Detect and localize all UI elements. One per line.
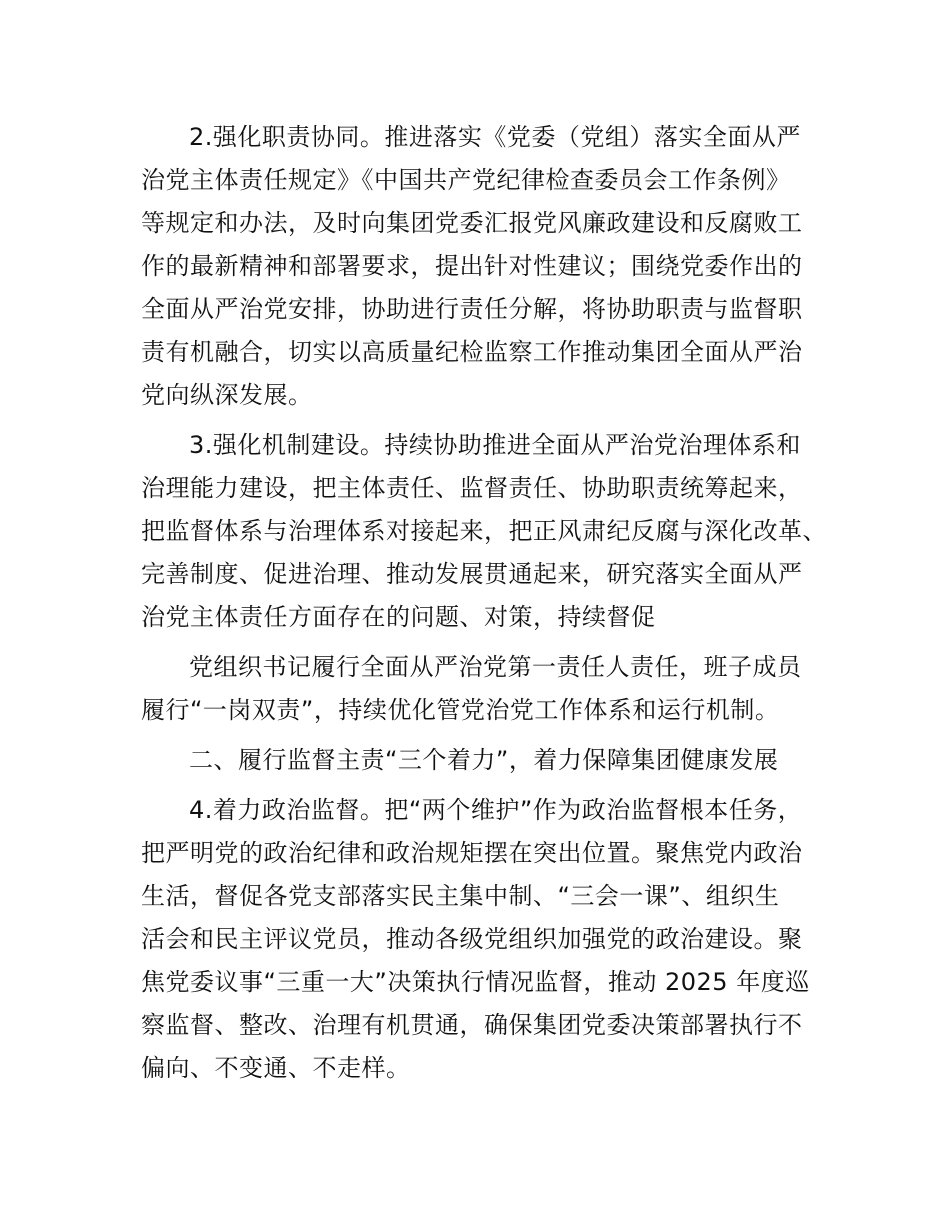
text-line: 2.强化职责协同。推进落实《党委（党组）落实全面从严 bbox=[189, 123, 801, 151]
text-line: 4.着力政治监督。把“两个维护”作为政治监督根本任务， bbox=[189, 796, 803, 824]
text-line: 等规定和办法，及时向集团党委汇报党风廉政建设和反腐败工 bbox=[141, 209, 803, 237]
text-line: 治党主体责任规定》《中国共产党纪律检查委员会工作条例》 bbox=[141, 166, 791, 194]
text-line: 活会和民主评议党员，推动各级党组织加强党的政治建设。聚 bbox=[141, 925, 803, 953]
text-line: 生活，督促各党支部落实民主集中制、“三会一课”、组织生 bbox=[141, 882, 780, 910]
text-line: 全面从严治党安排，协助进行责任分解，将协助职责与监督职 bbox=[141, 295, 803, 323]
paragraph-mechanism-building bbox=[141, 424, 827, 639]
text-line: 焦党委议事“三重一大”决策执行情况监督，推动 2025 年度巡 bbox=[141, 968, 810, 996]
text-line: 治理能力建设，把主体责任、监督责任、协助职责统筹起来， bbox=[141, 474, 803, 502]
text-line: 党组织书记履行全面从严治党第一责任人责任，班子成员 bbox=[189, 653, 802, 681]
text-line: 把严明党的政治纪律和政治规矩摆在突出位置。聚焦党内政治 bbox=[141, 839, 803, 867]
paragraph-duty-coordination bbox=[141, 116, 821, 417]
text-line: 3.强化机制建设。持续协助推进全面从严治党治理体系和 bbox=[189, 431, 801, 459]
text-line: 完善制度、促进治理、推动发展贯通起来，研究落实全面从严 bbox=[141, 560, 803, 588]
text-line: 治党主体责任方面存在的问题、对策，持续督促 bbox=[141, 603, 656, 631]
text-line: 偏向、不变通、不走样。 bbox=[141, 1054, 411, 1082]
text-line: 履行“一岗双责”，持续优化管党治党工作体系和运行机制。 bbox=[141, 696, 780, 724]
section-heading bbox=[141, 739, 821, 782]
text-line: 党向纵深发展。 bbox=[141, 381, 313, 409]
document-body bbox=[141, 116, 827, 1097]
text-line: 察监督、整改、治理有机贯通，确保集团党委决策部署执行不 bbox=[141, 1011, 803, 1039]
text-line: 把监督体系与治理体系对接起来，把正风肃纪反腐与深化改革、 bbox=[141, 517, 827, 545]
text-line: 二、履行监督主责“三个着力”，着力保障集团健康发展 bbox=[189, 746, 779, 774]
text-line: 作的最新精神和部署要求，提出针对性建议；围绕党委作出的 bbox=[141, 252, 803, 280]
paragraph-political-supervision bbox=[141, 789, 821, 1090]
paragraph-party-secretary bbox=[141, 646, 821, 732]
text-line: 责有机融合，切实以高质量纪检监察工作推动集团全面从严治 bbox=[141, 338, 803, 366]
